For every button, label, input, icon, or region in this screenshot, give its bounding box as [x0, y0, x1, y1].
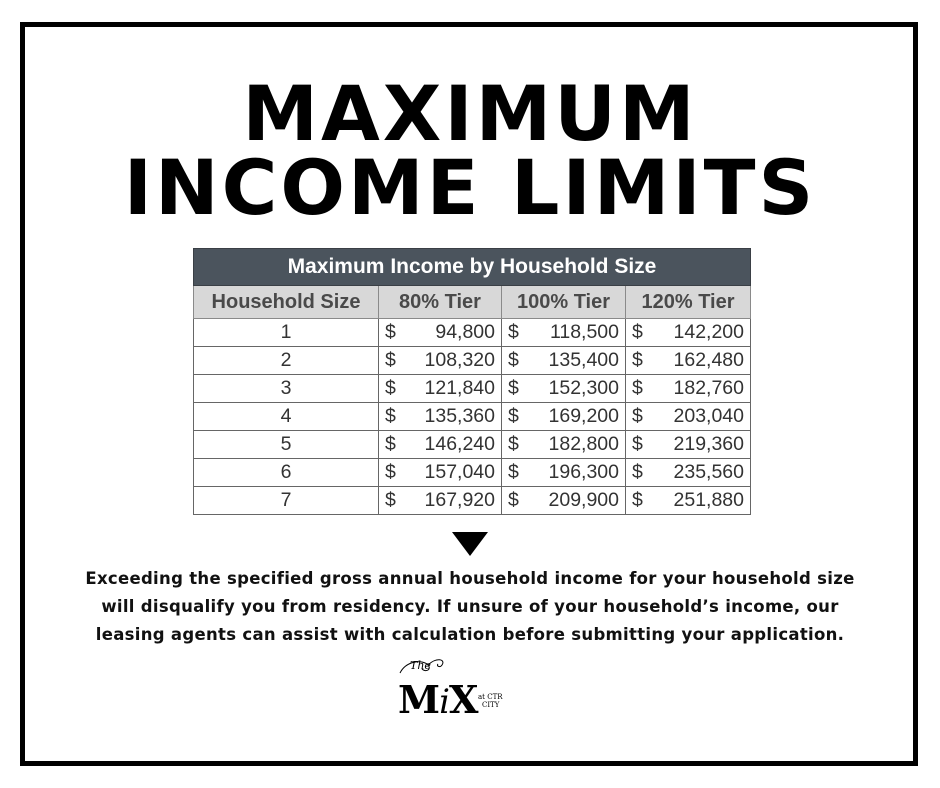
income-cell-t120	[626, 375, 751, 403]
currency-symbol: $	[508, 433, 519, 455]
household-size-cell: 7	[194, 487, 379, 515]
currency-symbol: $	[385, 405, 396, 427]
currency-symbol: $	[385, 433, 396, 455]
logo-city: CITY	[482, 701, 500, 709]
household-size-cell: 6	[194, 459, 379, 487]
income-cell-t120	[626, 347, 751, 375]
table-row	[194, 403, 751, 431]
table-row	[194, 487, 751, 515]
currency-symbol: $	[632, 461, 643, 483]
notice-line-2: will disqualify you from residency. If unsure of your household’s income, our	[101, 597, 839, 616]
notice-line-1: Exceeding the specified gross annual household income for your household size	[85, 569, 855, 588]
the-mix-logo	[392, 655, 522, 725]
column-header-80-tier: 80% Tier	[379, 286, 502, 319]
column-header-household-size: Household Size	[194, 286, 379, 319]
income-amount: 167,920	[424, 489, 495, 511]
currency-symbol: $	[385, 377, 396, 399]
income-amount: 157,040	[424, 461, 495, 483]
down-triangle-icon	[452, 532, 488, 556]
income-amount: 169,200	[548, 405, 619, 427]
income-cell-t100	[502, 487, 626, 515]
logo-ctr-city	[478, 693, 503, 709]
income-amount: 235,560	[673, 461, 744, 483]
income-amount: 135,360	[424, 405, 495, 427]
page-title-line-2: INCOME LIMITS	[123, 143, 817, 232]
income-amount: 182,800	[548, 433, 619, 455]
income-amount: 196,300	[548, 461, 619, 483]
currency-symbol: $	[632, 349, 643, 371]
income-amount: 152,300	[548, 377, 619, 399]
household-size-cell: 4	[194, 403, 379, 431]
table-body	[194, 319, 751, 515]
logo-mix-text	[398, 677, 477, 722]
currency-symbol: $	[508, 377, 519, 399]
household-size-cell: 2	[194, 347, 379, 375]
table-row	[194, 431, 751, 459]
income-amount: 182,760	[673, 377, 744, 399]
income-cell-t120	[626, 459, 751, 487]
currency-symbol: $	[632, 405, 643, 427]
table-row	[194, 319, 751, 347]
currency-symbol: $	[385, 461, 396, 483]
household-size-cell: 3	[194, 375, 379, 403]
currency-symbol: $	[508, 461, 519, 483]
income-amount: 251,880	[673, 489, 744, 511]
currency-symbol: $	[508, 489, 519, 511]
income-amount: 94,800	[435, 321, 495, 343]
currency-symbol: $	[508, 349, 519, 371]
logo-letter-m: M	[398, 677, 440, 722]
logo-letter-x: X	[448, 677, 478, 722]
currency-symbol: $	[632, 377, 643, 399]
income-amount: 121,840	[424, 377, 495, 399]
income-amount: 203,040	[673, 405, 744, 427]
eligibility-notice	[40, 565, 900, 649]
income-cell-t100	[502, 403, 626, 431]
table-row	[194, 459, 751, 487]
income-cell-t100	[502, 347, 626, 375]
income-amount: 135,400	[548, 349, 619, 371]
income-cell-t100	[502, 319, 626, 347]
income-cell-t100	[502, 375, 626, 403]
income-cell-t100	[502, 431, 626, 459]
income-amount: 118,500	[549, 321, 619, 343]
income-cell-t80	[379, 347, 502, 375]
income-cell-t80	[379, 459, 502, 487]
income-amount: 142,200	[673, 321, 744, 343]
table-caption: Maximum Income by Household Size	[194, 249, 751, 286]
household-size-cell: 5	[194, 431, 379, 459]
logo-at-ctr: at CTR	[478, 693, 503, 701]
income-amount: 162,480	[673, 349, 744, 371]
currency-symbol: $	[632, 433, 643, 455]
column-header-120-tier: 120% Tier	[626, 286, 751, 319]
table-row	[194, 347, 751, 375]
income-cell-t80	[379, 403, 502, 431]
income-amount: 146,240	[424, 433, 495, 455]
income-cell-t80	[379, 375, 502, 403]
income-amount: 108,320	[424, 349, 495, 371]
income-cell-t100	[502, 459, 626, 487]
column-header-100-tier: 100% Tier	[502, 286, 626, 319]
logo-the-text: The	[410, 659, 431, 672]
notice-line-3: leasing agents can assist with calculation before submitting your application.	[95, 625, 845, 644]
currency-symbol: $	[632, 489, 643, 511]
income-cell-t80	[379, 319, 502, 347]
currency-symbol: $	[385, 349, 396, 371]
currency-symbol: $	[632, 321, 643, 343]
income-amount: 209,900	[548, 489, 619, 511]
logo-letter-i: i	[439, 682, 449, 722]
income-cell-t80	[379, 431, 502, 459]
income-amount: 219,360	[673, 433, 744, 455]
currency-symbol: $	[385, 489, 396, 511]
table-row	[194, 375, 751, 403]
income-cell-t120	[626, 403, 751, 431]
income-cell-t80	[379, 487, 502, 515]
household-size-cell: 1	[194, 319, 379, 347]
income-cell-t120	[626, 431, 751, 459]
income-cell-t120	[626, 319, 751, 347]
page-title-line-1: MAXIMUM	[242, 69, 698, 158]
currency-symbol: $	[508, 321, 519, 343]
currency-symbol: $	[508, 405, 519, 427]
income-cell-t120	[626, 487, 751, 515]
income-limits-table	[193, 248, 751, 515]
currency-symbol: $	[385, 321, 396, 343]
